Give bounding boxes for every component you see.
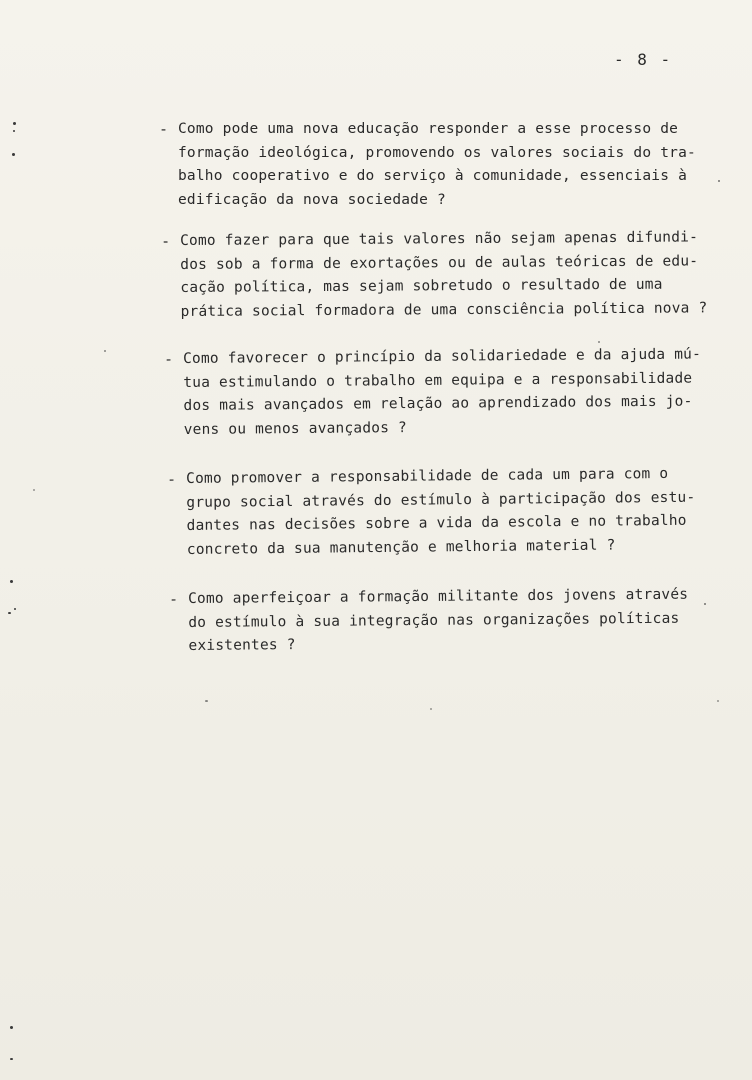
scan-speck (598, 341, 600, 343)
scan-speck (10, 580, 13, 583)
question-line: Como fazer para que tais valores não sejam apenas difundi- (180, 229, 699, 249)
scan-speck (8, 612, 11, 614)
question-line: existentes ? (188, 637, 296, 654)
bullet-dash: - (159, 120, 169, 138)
scan-speck (704, 603, 706, 605)
question-line: balho cooperativo e do serviço à comunidade, essenciais à (178, 168, 687, 184)
scan-speck (717, 700, 719, 702)
question-line: cação política, mas sejam sobretudo o resultado de uma (180, 276, 663, 296)
scan-speck (13, 122, 16, 125)
question-item (159, 118, 696, 212)
scan-speck (205, 700, 208, 702)
question-line: Como pode uma nova educação responder a esse processo de (178, 121, 679, 137)
bullet-dash: - (164, 350, 174, 369)
question-item (169, 584, 689, 659)
question-line: formação ideológica, promovendo os valores sociais do tra- (178, 144, 696, 161)
question-line: vens ou menos avançados ? (183, 419, 408, 438)
question-line: grupo social através do estímulo à participação dos estu- (186, 489, 696, 511)
question-line: prática social formadora de uma consciência política nova ? (180, 299, 708, 320)
question-line: dos sob a forma de exortações ou de aulas teóricas de edu- (180, 252, 699, 273)
scan-speck (10, 1026, 13, 1029)
page-number: - 8 - (614, 50, 673, 69)
question-item (167, 463, 696, 562)
question-line: tua estimulando o trabalho em equipa e a responsabilidade (183, 370, 693, 391)
bullet-dash: - (167, 470, 177, 489)
question-line: dantes nas decisões sobre a vida da escola e no trabalho (186, 512, 687, 534)
scan-speck (10, 1058, 13, 1060)
question-line: Como favorecer o princípio da solidariedade e da ajuda mú- (183, 346, 702, 367)
bullet-dash: - (169, 590, 179, 609)
scan-speck (430, 708, 432, 710)
question-item (164, 343, 702, 442)
scan-speck (33, 489, 35, 491)
scan-speck (14, 608, 16, 610)
scan-speck (13, 130, 15, 132)
question-line: concreto da sua manutenção e melhoria material ? (186, 537, 616, 558)
question-line: do estímulo à sua integração nas organizações políticas (188, 610, 680, 631)
question-line: Como promover a responsabilidade de cada um para com o (186, 465, 669, 487)
bullet-dash: - (161, 232, 171, 251)
scan-speck (12, 153, 15, 156)
question-line: Como aperfeiçoar a formação militante dos jovens através (188, 586, 689, 607)
question-item (161, 226, 708, 324)
scan-speck (718, 180, 720, 182)
scan-speck (104, 350, 106, 352)
question-line: edificação da nova sociedade ? (178, 191, 446, 208)
question-line: dos mais avançados em relação ao aprendizado dos mais jo- (183, 393, 693, 414)
